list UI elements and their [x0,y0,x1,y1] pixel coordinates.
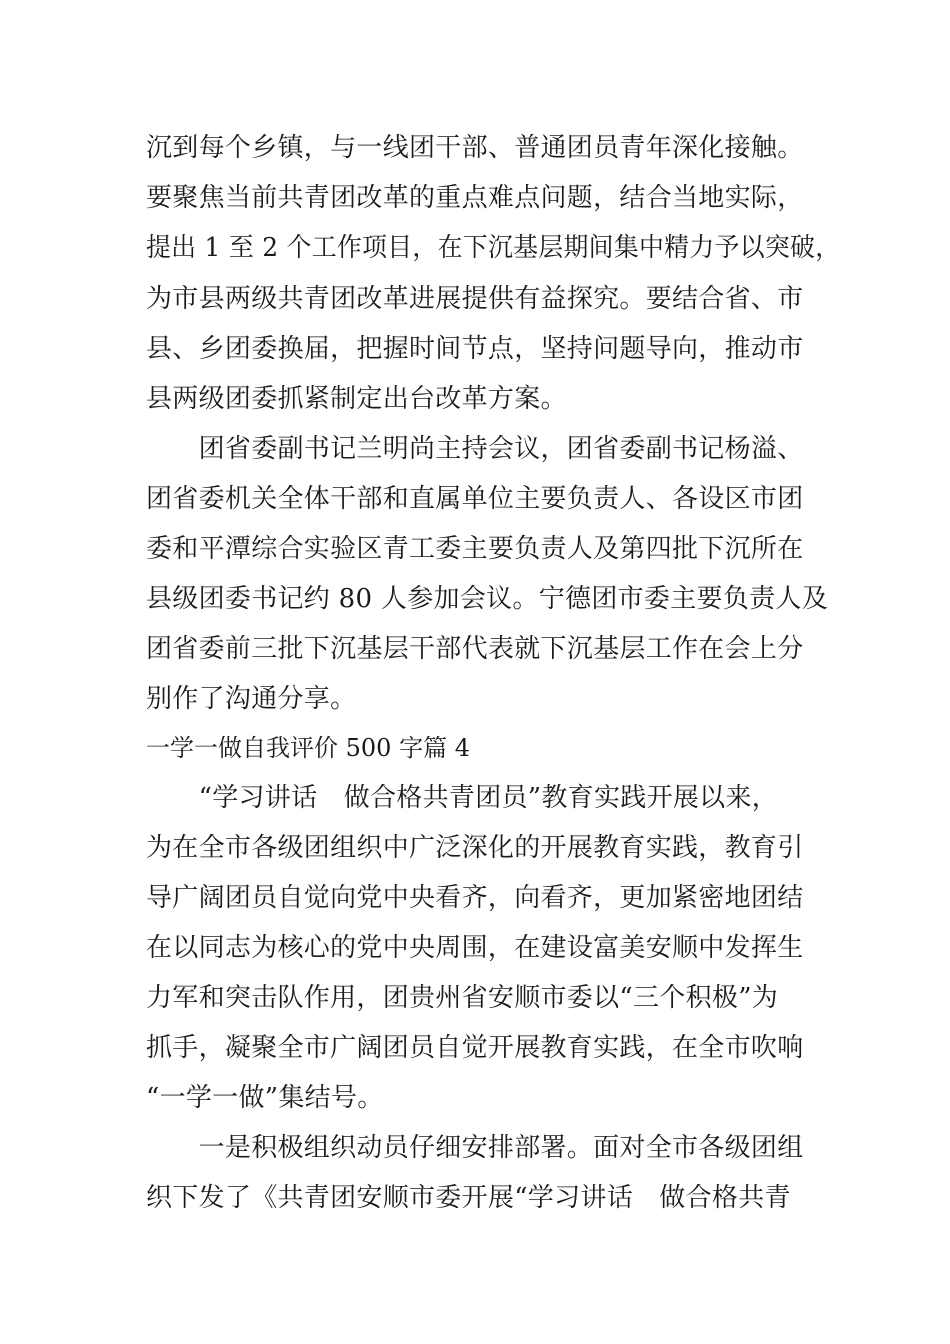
section-heading: 一学一做自我评价 500 字篇 4 [146,734,470,762]
text-line: 一是积极组织动员仔细安排部署。面对全市各级团组 [146,1133,804,1163]
text-line: 为在全市各级团组织中广泛深化的开展教育实践，教育引 [146,833,804,863]
text-line: 委和平潭综合实验区青工委主要负责人及第四批下沉所在 [146,534,804,564]
text-line: 县、乡团委换届，把握时间节点，坚持问题导向，推动市 [146,334,804,364]
text-line: 要聚焦当前共青团改革的重点难点问题，结合当地实际， [146,183,804,213]
text-line: 导广阔团员自觉向党中央看齐，向看齐，更加紧密地团结 [146,883,804,913]
text-line: 沉到每个乡镇，与一线团干部、普通团员青年深化接触。 [146,133,804,163]
text-line: 团省委机关全体干部和直属单位主要负责人、各设区市团 [146,484,804,514]
text-line: 提出 1 至 2 个工作项目，在下沉基层期间集中精力予以突破， [146,233,841,263]
text-line: 县两级团委抓紧制定出台改革方案。 [146,384,567,414]
text-line: 别作了沟通分享。 [146,684,357,714]
text-line: 为市县两级共青团改革进展提供有益探究。要结合省、市 [146,284,804,314]
text-line: “学习讲话 做合格共青团员”教育实践开展以来， [146,783,779,813]
text-line: 团省委前三批下沉基层干部代表就下沉基层工作在会上分 [146,634,804,664]
text-line: 在以同志为核心的党中央周围，在建设富美安顺中发挥生 [146,933,804,963]
text-line: “一学一做”集结号。 [146,1083,384,1113]
text-line: 织下发了《共青团安顺市委开展“学习讲话 做合格共青 [146,1183,791,1213]
text-line: 力军和突击队作用，团贵州省安顺市委以“三个积极”为 [146,983,779,1013]
text-line: 县级团委书记约 80 人参加会议。宁德团市委主要负责人及 [146,584,829,614]
text-line: 团省委副书记兰明尚主持会议，团省委副书记杨溢、 [146,434,804,464]
text-line: 抓手，凝聚全市广阔团员自觉开展教育实践，在全市吹响 [146,1033,804,1063]
